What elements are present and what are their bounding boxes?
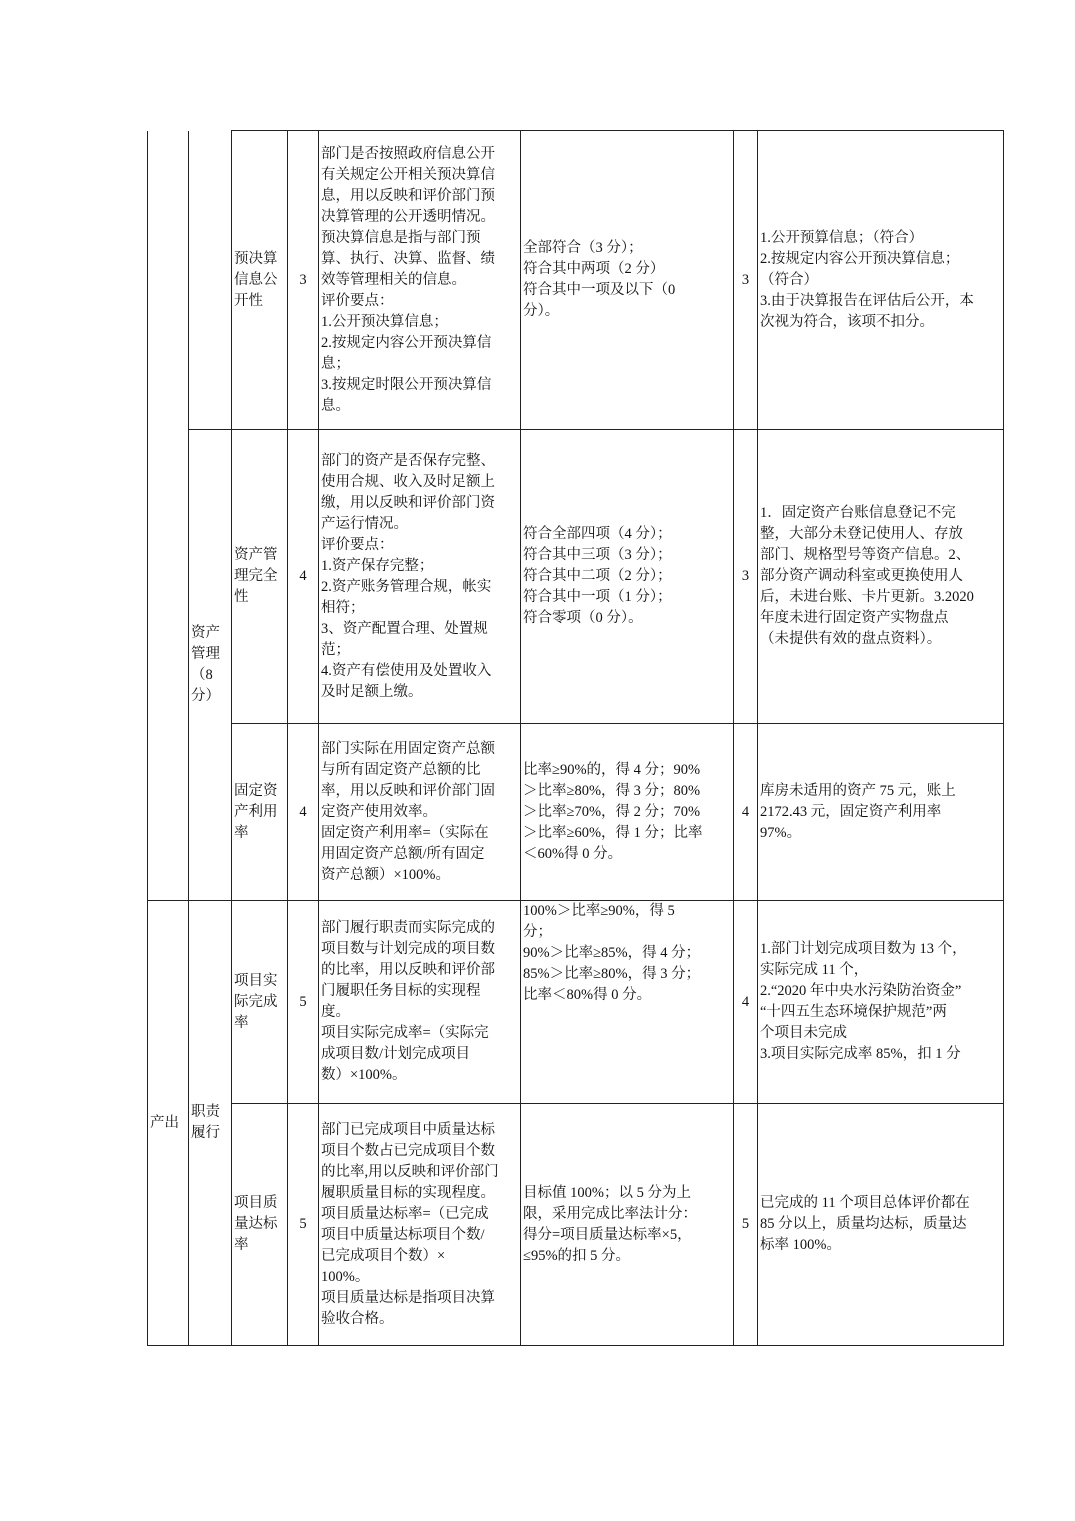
weight-cell: 3: [288, 131, 319, 430]
table-row: [148, 901, 1004, 1104]
description-cell: 部门履行职责而实际完成的 项目数与计划完成的项目数 的比率，用以反映和评价部 门履职任务目标的实现程 度。 项目实际完成率=（实际完 成项目数/计划完成项目 数）×100%。: [319, 901, 521, 1104]
criteria-cell: 比率≥90%的，得 4 分；90% ＞比率≥80%，得 3 分；80% ＞比率≥70%，得 2 分；70% ＞比率≥60%，得 1 分；比率 ＜60%得 0 分。: [521, 724, 734, 901]
score-cell: 3: [734, 131, 758, 430]
score-cell: 4: [734, 901, 758, 1104]
table-row: [148, 1104, 1004, 1346]
criteria-cell: 全部符合（3 分）； 符合其中两项（2 分） 符合其中一项及以下（0 分）。: [521, 131, 734, 430]
score-cell: 4: [734, 724, 758, 901]
criteria-cell: 符合全部四项（4 分）； 符合其中三项（3 分）； 符合其中二项（2 分）； 符合其中一项（1 分）； 符合零项（0 分）。: [521, 430, 734, 724]
level1-cell: 产出: [148, 901, 189, 1346]
notes-cell: 1.部门计划完成项目数为 13 个， 实际完成 11 个， 2.“2020 年中央水污染防治资金” “十四五生态环境保护规范”两 个项目未完成 3.项目实际完成率 85%，扣 1 分: [758, 901, 1004, 1104]
notes-cell: 库房未适用的资产 75 元，账上 2172.43 元，固定资产利用率 97%。: [758, 724, 1004, 901]
criteria-cell: 100%＞比率≥90%，得 5 分； 90%＞比率≥85%，得 4 分； 85%＞比率≥80%，得 3 分； 比率＜80%得 0 分。: [521, 901, 734, 1104]
table-row: [148, 131, 1004, 430]
level1-cell: [148, 131, 189, 901]
description-cell: 部门是否按照政府信息公开 有关规定公开相关预决算信 息，用以反映和评价部门预 决算管理的公开透明情况。 预决算信息是指与部门预 算、执行、决算、监督、绩 效等管理相关的信息。 评价要点： 1.公开预决算信息； 2.按规定内容公开预决算信 息； 3.按规定时限公开预决算信 息。: [319, 131, 521, 430]
description-cell: 部门实际在用固定资产总额 与所有固定资产总额的比 率，用以反映和评价部门固 定资产使用效率。 固定资产利用率=（实际在 用固定资产总额/所有固定 资产总额）×100%。: [319, 724, 521, 901]
level2-cell: [189, 131, 232, 430]
indicator-cell: 预决算 信息公 开性: [232, 131, 288, 430]
notes-cell: 1．固定资产台账信息登记不完 整，大部分未登记使用人、存放 部门、规格型号等资产信息。2、 部分资产调动科室或更换使用人 后，未进台账、卡片更新。3.2020 年度未进行固定资产实物盘点 （未提供有效的盘点资料）。: [758, 430, 1004, 724]
notes-cell: 已完成的 11 个项目总体评价都在 85 分以上，质量均达标，质量达 标率 100%。: [758, 1104, 1004, 1346]
score-cell: 5: [734, 1104, 758, 1346]
description-cell: 部门的资产是否保存完整、 使用合规、收入及时足额上 缴，用以反映和评价部门资 产运行情况。 评价要点： 1.资产保存完整； 2.资产账务管理合规，帐实 相符； 3、资产配置合理、处置规 范； 4.资产有偿使用及处置收入 及时足额上缴。: [319, 430, 521, 724]
indicator-cell: 固定资 产利用 率: [232, 724, 288, 901]
weight-cell: 4: [288, 430, 319, 724]
score-cell: 3: [734, 430, 758, 724]
criteria-cell: 目标值 100%；以 5 分为上 限，采用完成比率法计分： 得分=项目质量达标率×5， ≤95%的扣 5 分。: [521, 1104, 734, 1346]
indicator-cell: 项目实 际完成 率: [232, 901, 288, 1104]
notes-cell: 1.公开预算信息；（符合） 2.按规定内容公开预决算信息； （符合） 3.由于决算报告在评估后公开，本 次视为符合，该项不扣分。: [758, 131, 1004, 430]
level2-cell: 职责 履行: [189, 901, 232, 1346]
indicator-cell: 资产管 理完全 性: [232, 430, 288, 724]
weight-cell: 5: [288, 1104, 319, 1346]
level2-cell: 资产 管理 （8 分）: [189, 430, 232, 901]
description-cell: 部门已完成项目中质量达标 项目个数占已完成项目个数 的比率,用以反映和评价部门 履职质量目标的实现程度。 项目质量达标率=（已完成 项目中质量达标项目个数/ 已完成项目个数）× 100%。 项目质量达标是指项目决算 验收合格。: [319, 1104, 521, 1346]
weight-cell: 4: [288, 724, 319, 901]
evaluation-table: [147, 130, 1004, 1346]
table-row: [148, 430, 1004, 724]
table-row: [148, 724, 1004, 901]
indicator-cell: 项目质 量达标 率: [232, 1104, 288, 1346]
weight-cell: 5: [288, 901, 319, 1104]
